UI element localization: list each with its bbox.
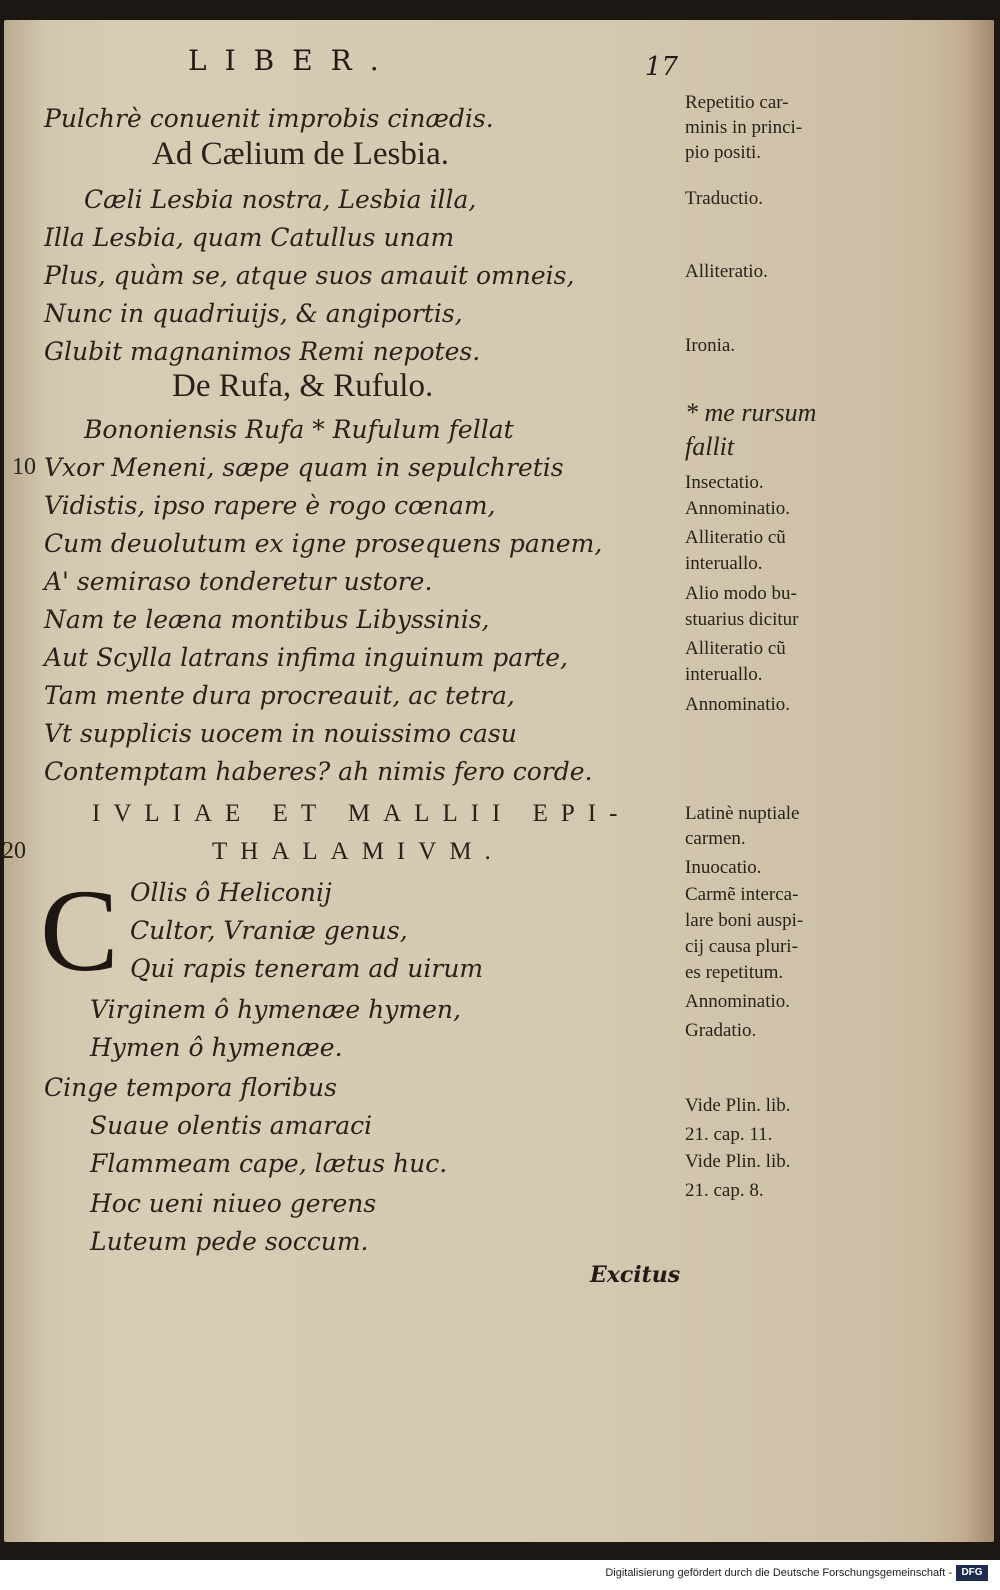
poem-line: Illa Lesbia, quam Catullus unam	[44, 223, 455, 252]
poem-line: Luteum pede soccum.	[90, 1227, 369, 1256]
poem-line: Vt supplicis uocem in nouissimo casu	[44, 719, 517, 748]
margin-note: Repetitio car-	[685, 92, 789, 113]
margin-note: Ironia.	[685, 335, 736, 356]
poem-line: Vxor Meneni, sæpe quam in sepulchretis	[44, 453, 564, 482]
poem-title: IVLIAE ET MALLII EPI-	[92, 800, 631, 827]
margin-note: pio positi.	[685, 142, 762, 163]
poem-line: Cinge tempora floribus	[44, 1073, 337, 1102]
running-head: LIBER.	[188, 44, 397, 77]
poem-line: A' semiraso tonderetur ustore.	[44, 567, 433, 596]
poem-line: Plus, quàm se, atque suos amauit omneis,	[44, 261, 575, 290]
margin-note: lare boni auspi-	[685, 910, 804, 931]
margin-note: fallit	[685, 432, 735, 461]
margin-note: Alliteratio.	[685, 261, 768, 282]
margin-note: Vide Plin. lib.	[685, 1095, 791, 1116]
poem-title: Ad Cælium de Lesbia.	[152, 136, 449, 172]
margin-note: stuarius dicitur	[685, 609, 799, 630]
drop-cap-initial: C	[40, 865, 119, 996]
dfg-logo-icon: DFG	[956, 1565, 988, 1581]
poem-line: Virginem ô hymenæe hymen,	[90, 995, 461, 1024]
margin-note: Vide Plin. lib.	[685, 1151, 791, 1172]
poem-line: Cultor, Vraniæ genus,	[130, 916, 408, 945]
margin-note: Annominatio.	[685, 498, 791, 519]
poem-line: Bononiensis Rufa * Rufulum fellat	[84, 415, 514, 444]
line-number: 20	[2, 838, 26, 864]
poem-line: Vidistis, ipso rapere è rogo cœnam,	[44, 491, 496, 520]
margin-note: 21. cap. 11.	[685, 1124, 773, 1145]
poem-line: Aut Scylla latrans infima inguinum parte,	[44, 643, 568, 672]
margin-note: interuallo.	[685, 553, 763, 574]
line-number: 10	[12, 454, 36, 480]
poem-line: Tam mente dura procreauit, ac tetra,	[44, 681, 515, 710]
margin-note: cij causa pluri-	[685, 936, 798, 957]
poem-line: Flammeam cape, lætus huc.	[90, 1149, 448, 1178]
poem-line: Contemptam haberes? ah nimis fero corde.	[44, 757, 593, 786]
margin-note: Alio modo bu-	[685, 583, 797, 604]
poem-title-continued: THALAMIVM.	[212, 838, 504, 865]
margin-note: Latinè nuptiale	[685, 803, 800, 824]
margin-note: Gradatio.	[685, 1020, 757, 1041]
margin-note: carmen.	[685, 828, 746, 849]
margin-note: Annominatio.	[685, 991, 791, 1012]
folio-number: 17	[645, 52, 679, 82]
poem-line: Pulchrè conuenit improbis cinædis.	[44, 104, 494, 133]
poem-title: De Rufa, & Rufulo.	[172, 368, 434, 404]
poem-line: Ollis ô Heliconij	[130, 878, 332, 907]
margin-note: Alliteratio cũ	[685, 638, 786, 659]
funding-credit: Digitalisierung gefördert durch die Deutsche Forschungsgemeinschaft -	[605, 1567, 952, 1579]
margin-note: minis in princi-	[685, 117, 803, 138]
margin-note: Traductio.	[685, 188, 763, 209]
page-gutter-shadow	[924, 20, 994, 1542]
poem-line: Hymen ô hymenæe.	[90, 1033, 343, 1062]
margin-note: Carmẽ interca-	[685, 884, 799, 905]
catchword: Excitus	[590, 1262, 681, 1288]
poem-line: Hoc ueni niueo gerens	[90, 1189, 377, 1218]
poem-line: Nam te leæna montibus Libyssinis,	[44, 605, 490, 634]
margin-note: 21. cap. 8.	[685, 1180, 764, 1201]
poem-line: Nunc in quadriuijs, & angiportis,	[44, 299, 463, 328]
digitization-footer	[0, 1560, 1000, 1590]
margin-note: * me rursum	[685, 398, 817, 427]
poem-line: Suaue olentis amaraci	[90, 1111, 373, 1140]
margin-note: Inuocatio.	[685, 857, 762, 878]
margin-note: interuallo.	[685, 664, 763, 685]
poem-line: Qui rapis teneram ad uirum	[130, 954, 484, 983]
poem-line: Cæli Lesbia nostra, Lesbia illa,	[84, 185, 477, 214]
poem-line: Cum deuolutum ex igne prosequens panem,	[44, 529, 603, 558]
margin-note: es repetitum.	[685, 962, 784, 983]
margin-note: Annominatio.	[685, 694, 791, 715]
poem-line: Glubit magnanimos Remi nepotes.	[44, 337, 481, 366]
margin-note: Insectatio.	[685, 472, 764, 493]
margin-note: Alliteratio cũ	[685, 527, 786, 548]
